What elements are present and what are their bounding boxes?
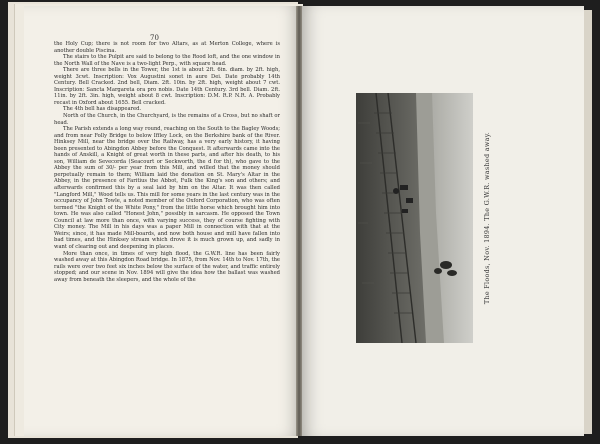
paragraph: The Parish extends a long way round, reaching on the South to the Bagley Woods; and from near Folly Bridge to below Iffley Lock, on the Berkshire bank of the River. Hinksey Mill, near the bridge over the Railway, has a very early history, it having been presented to Abingdon Abbey before the Conquest. It afterwards came into the hands of Anskill, a Knight of great worth in these parts, and after his death, to his son, William de Sevecorda (Seacourt or Seckworth, the d for th), who gave to the Abbey the sum of 30/- per year from this Mill, and willed that the money should perpetually remain to them; William laid the donation on St. Mary's Altar in the Abbey, in the presence of Faritius the Abbot, Fulk the King's son and others; and afterwards confirmed this by a seal laid by him on the Altar. It was then called "Langford Mill," Wood tells us. This mill for some years in the last century was in the occupancy of John Towle, a noted member of the Oxford Corporation, who was often termed "the Knight of the White Pony," from the little horse which brought him into town. He was also called "Honest John," possibly in sarcasm. He opposed the Town Council at law more than once, with varying success, they of course fighting with City money. The Mill in his days was a paper Mill in connection with that at the Weirs; since, it has made Mill-boards, and now both house and mill have fallen into bad times, and the Hinksey stream which drove it is much grown up, and sadly in want of clearing out and deepening in places. [54,126,280,250]
page-number: 70 [150,34,159,42]
page-stack-right [584,10,592,434]
paragraph: North of the Church, in the Churchyard, is the remains of a Cross, but no shaft or head. [54,113,280,126]
body-text [54,41,280,283]
paragraph: The 4th bell has disappeared. [63,106,142,113]
book-gutter [296,6,302,436]
paragraph: There are three bells in the Tower, the 1st is about 2ft. 6in. diam. by 2ft. high, weight 3cwt. Inscription: Vox Augustini sonet in aure Dei. Date probably 14th Century. Bell Cracked. 2nd bell, Diam. 2ft. 10in. by 2ft. high, weight about 7 cwt. Inscription: Sancta Margareta ora pro nobis. Date 14th Century. 3rd bell. Diam. 2ft. 11in. by 2ft. 3in. high, weight about 8 cwt. Inscription: D.M. R.P. N.R. A. Probably recast in Oxford about 1655. Bell cracked. [54,67,280,106]
paragraph: The stairs to the Pulpit are said to belong to the Rood loft, and the one window in the North Wall of the Nave is a two-light Perp., with square head. [54,54,280,67]
caption-text: The Floods, Nov. 1894. The G.W.R. washed away. [483,131,491,305]
paragraph: the Holy Cup; there is not room for two Altars, as at Merton College, where is another double Piscina. [54,41,280,54]
photo-caption [481,96,493,340]
flood-photograph [356,93,473,343]
paragraph: More than once, in times of very high flood, the G.W.R. line has been fairly washed away at this Abingdon Road bridge. In 1875, from Nov. 14th to Nov. 17th, the rails were over two feet six inches below the surface of the water, and traffic entirely stopped; and our scene in Nov. 1894 will give the idea how the ballast was washed away from beneath the sleepers, and the whole of the [54,250,280,283]
